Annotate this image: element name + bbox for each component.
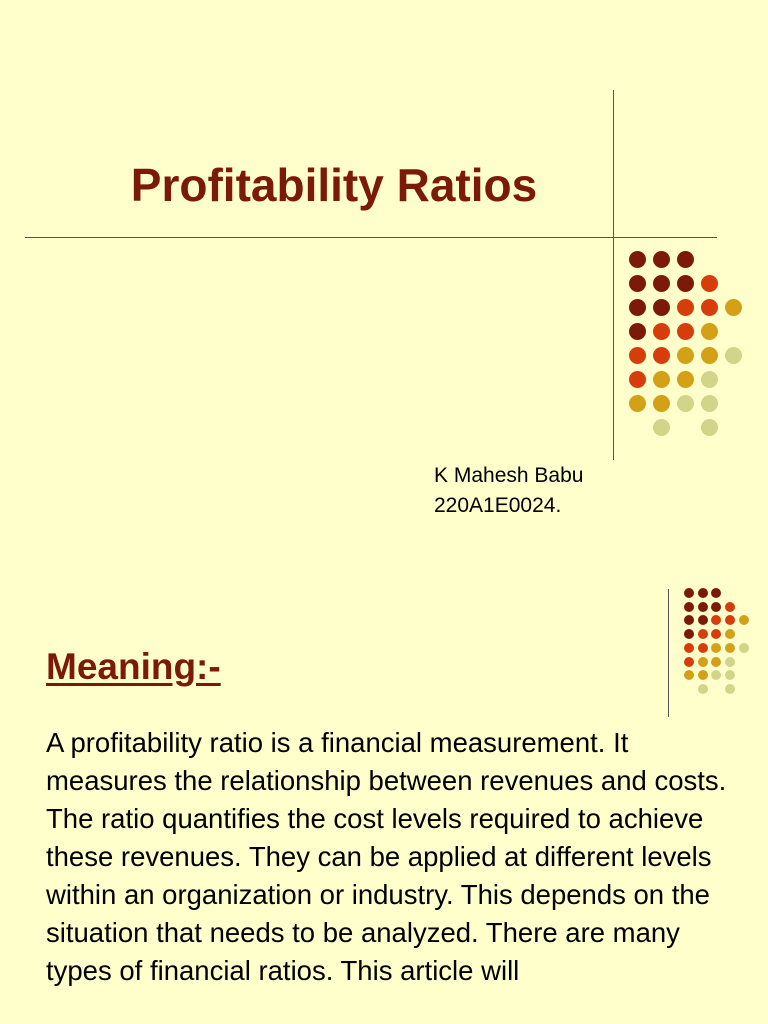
decorative-dot <box>653 419 670 436</box>
author-id: 220A1E0024. <box>434 494 562 517</box>
decorative-dot <box>701 323 718 340</box>
decorative-dot <box>725 643 735 653</box>
author-name: K Mahesh Babu <box>434 464 584 487</box>
decorative-dot <box>698 670 708 680</box>
vertical-rule <box>668 589 669 717</box>
decorative-dot <box>629 275 646 292</box>
decorative-dot <box>629 251 646 268</box>
decorative-dot <box>725 602 735 612</box>
decorative-dot <box>698 602 708 612</box>
decorative-dot <box>677 299 694 316</box>
decorative-dot <box>684 643 694 653</box>
decorative-dot <box>698 657 708 667</box>
decorative-dot <box>653 395 670 412</box>
decorative-dot <box>653 323 670 340</box>
decorative-dot <box>677 323 694 340</box>
decorative-dot <box>725 615 735 625</box>
decorative-dot <box>725 299 742 316</box>
decorative-dot <box>677 275 694 292</box>
horizontal-rule <box>25 237 717 238</box>
decorative-dot <box>711 629 721 639</box>
decorative-dot <box>711 602 721 612</box>
section-heading: Meaning:- <box>46 646 221 687</box>
decorative-dot <box>629 323 646 340</box>
vertical-rule <box>613 90 614 460</box>
decorative-dot <box>725 684 735 694</box>
decorative-dot <box>725 347 742 364</box>
decorative-dot <box>629 347 646 364</box>
decorative-dot <box>739 643 749 653</box>
decorative-dot <box>684 629 694 639</box>
decorative-dot <box>653 299 670 316</box>
decorative-dot <box>629 299 646 316</box>
author-block <box>434 461 583 521</box>
decorative-dot <box>653 275 670 292</box>
decorative-dot <box>684 615 694 625</box>
decorative-dot <box>739 615 749 625</box>
decorative-dot <box>653 371 670 388</box>
decorative-dot <box>653 347 670 364</box>
decorative-dot <box>684 602 694 612</box>
decorative-dot <box>677 395 694 412</box>
decorative-dot <box>711 588 721 598</box>
decorative-dot <box>684 588 694 598</box>
decorative-dot <box>684 670 694 680</box>
decorative-dot <box>711 670 721 680</box>
decorative-dot <box>629 395 646 412</box>
decorative-dot <box>698 684 708 694</box>
decorative-dot <box>725 657 735 667</box>
decorative-dot <box>698 629 708 639</box>
decorative-dot <box>698 588 708 598</box>
decorative-dot <box>701 347 718 364</box>
decorative-dot <box>629 371 646 388</box>
decorative-dot <box>677 371 694 388</box>
decorative-dot <box>698 615 708 625</box>
decorative-dot <box>677 347 694 364</box>
decorative-dot <box>698 643 708 653</box>
decorative-dot <box>725 629 735 639</box>
decorative-dot <box>684 657 694 667</box>
decorative-dot <box>677 251 694 268</box>
decorative-dot <box>701 419 718 436</box>
slide-title-heading: Profitability Ratios <box>130 159 538 211</box>
decorative-dot <box>653 251 670 268</box>
decorative-dot <box>701 371 718 388</box>
decorative-dot <box>711 643 721 653</box>
decorative-dot <box>701 395 718 412</box>
decorative-dot <box>725 670 735 680</box>
decorative-dot <box>711 657 721 667</box>
decorative-dot <box>701 275 718 292</box>
body-paragraph: A profitability ratio is a financial measurement. It measures the relationship between revenues and costs. The ratio quantifies the cost levels required to achieve these revenues. They can be applied at different levels within an organization or industry. This depends on the situation that needs to be analyzed. There are many types of financial ratios. This article will <box>46 727 727 986</box>
decorative-dot <box>711 615 721 625</box>
slide-meaning <box>0 556 768 1024</box>
decorative-dot <box>701 299 718 316</box>
